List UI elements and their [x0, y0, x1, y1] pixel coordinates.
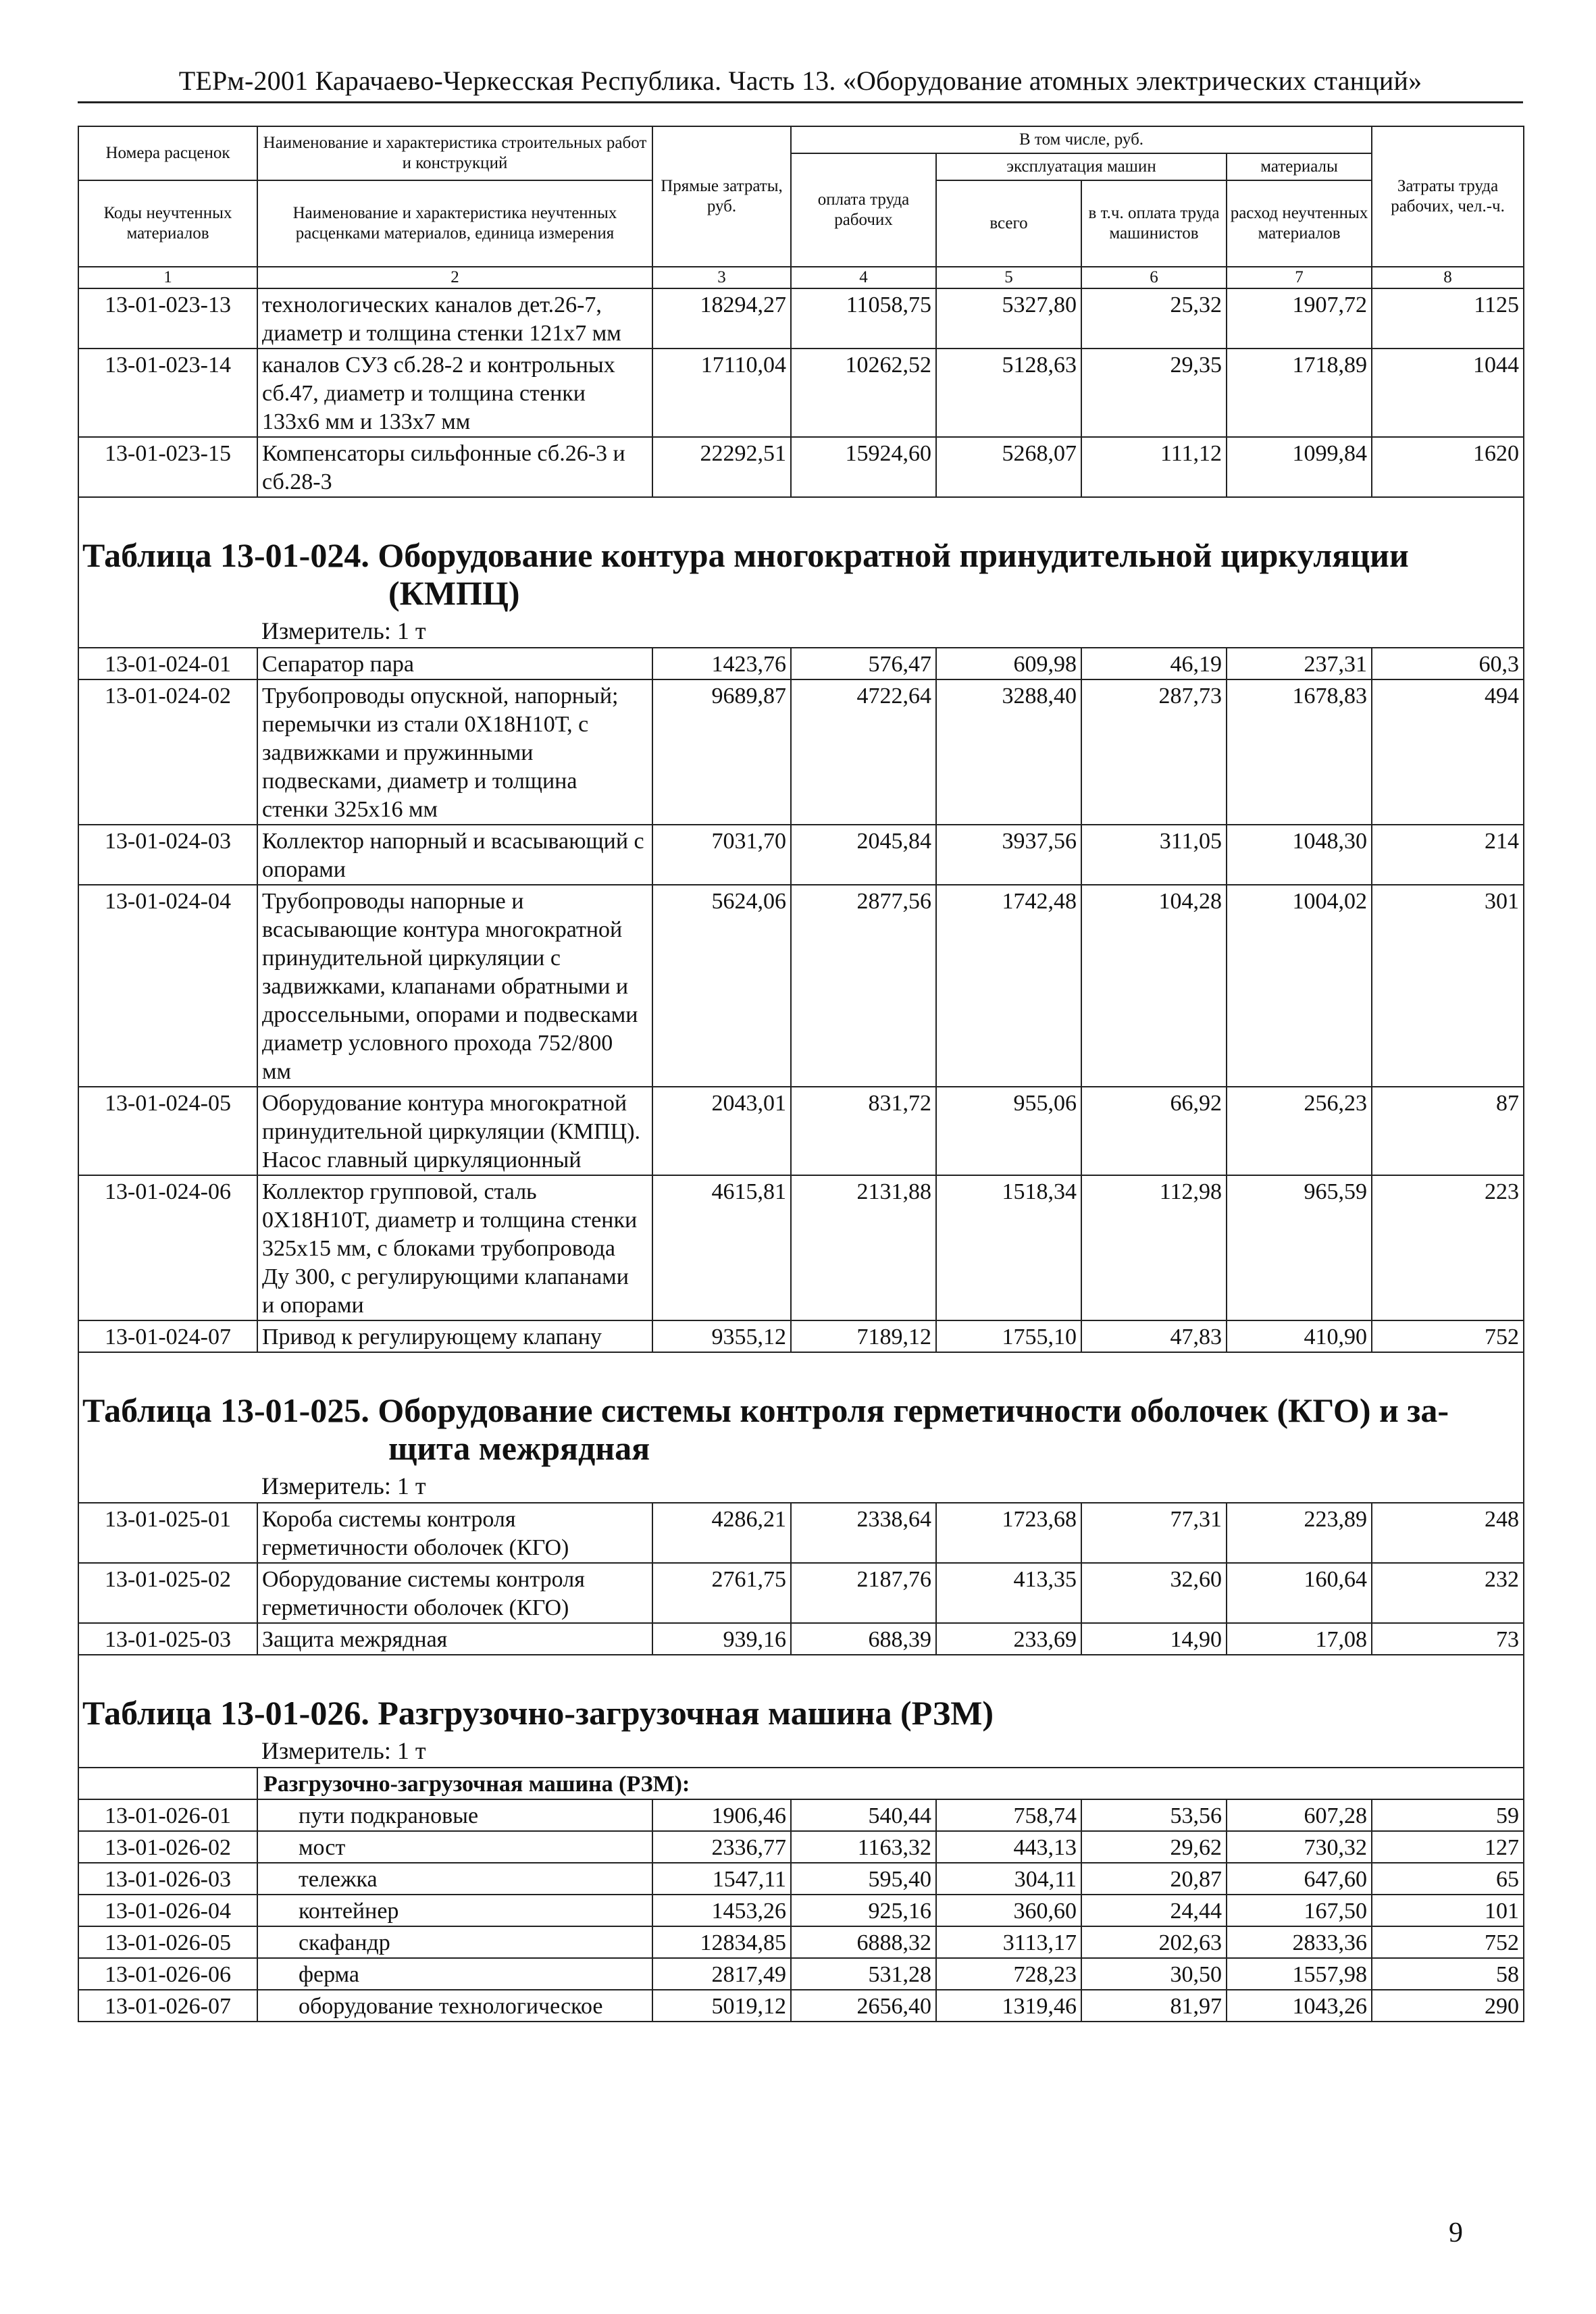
table-title-text: Таблица 13-01-024. Оборудование контура многократной принудительной циркуляции: [82, 536, 1409, 574]
column-number: 4: [791, 267, 936, 288]
table-title: [79, 536, 1523, 612]
machines-total: 1742,48: [936, 885, 1081, 1087]
rate-code: 13-01-023-15: [78, 437, 257, 497]
machines-total: 955,06: [936, 1087, 1081, 1175]
rate-code: 13-01-025-03: [78, 1623, 257, 1655]
table-title: [79, 1391, 1523, 1467]
group-code-cell: [78, 1768, 257, 1799]
table-caption-row: [78, 1694, 1524, 1768]
direct-cost: 18294,27: [652, 288, 791, 349]
workers-wages: 7189,12: [791, 1320, 936, 1352]
header-rule: [78, 101, 1523, 103]
workers-wages: 576,47: [791, 648, 936, 679]
machines-total: 304,11: [936, 1863, 1081, 1895]
materials-cost: 1048,30: [1227, 825, 1372, 885]
machinists-wages: 287,73: [1081, 679, 1227, 825]
machinists-wages: 29,62: [1081, 1831, 1227, 1863]
table-row: [78, 1503, 1524, 1563]
rate-code: 13-01-024-04: [78, 885, 257, 1087]
direct-cost: 17110,04: [652, 349, 791, 437]
machinists-wages: 47,83: [1081, 1320, 1227, 1352]
rate-code: 13-01-024-03: [78, 825, 257, 885]
labor-hours: 752: [1372, 1320, 1524, 1352]
labor-hours: 301: [1372, 885, 1524, 1087]
col-group-header: В том числе, руб.: [791, 126, 1372, 153]
rate-code: 13-01-026-03: [78, 1863, 257, 1895]
rate-name: каналов СУЗ сб.28-2 и контрольных сб.47, диаметр и толщина стенки 133х6 мм и 133х7 мм: [257, 349, 652, 437]
materials-cost: 1718,89: [1227, 349, 1372, 437]
labor-hours: 752: [1372, 1926, 1524, 1958]
rate-name: Компенсаторы сильфонные сб.26-3 и сб.28-3: [257, 437, 652, 497]
rate-name: технологических каналов дет.26-7, диаметр и толщина стенки 121х7 мм: [257, 288, 652, 349]
table-row: [78, 679, 1524, 825]
direct-cost: 4286,21: [652, 1503, 791, 1563]
table-row: [78, 1895, 1524, 1926]
rate-name: Короба системы контроля герметичности оболочек (КГО): [257, 1503, 652, 1563]
workers-wages: 2045,84: [791, 825, 936, 885]
machines-total: 233,69: [936, 1623, 1081, 1655]
column-numbers-row: [78, 267, 1524, 288]
col-wages-header: оплата труда рабочих: [791, 153, 936, 267]
materials-cost: 647,60: [1227, 1863, 1372, 1895]
machines-total: 413,35: [936, 1563, 1081, 1623]
rate-name: Защита межрядная: [257, 1623, 652, 1655]
materials-cost: 2833,36: [1227, 1926, 1372, 1958]
materials-cost: 410,90: [1227, 1320, 1372, 1352]
materials-cost: 17,08: [1227, 1623, 1372, 1655]
labor-hours: 214: [1372, 825, 1524, 885]
rate-name: мост: [257, 1831, 652, 1863]
materials-cost: 1678,83: [1227, 679, 1372, 825]
machines-total: 758,74: [936, 1799, 1081, 1831]
machinists-wages: 29,35: [1081, 349, 1227, 437]
machinists-wages: 81,97: [1081, 1990, 1227, 2022]
materials-cost: 237,31: [1227, 648, 1372, 679]
labor-hours: 87: [1372, 1087, 1524, 1175]
workers-wages: 10262,52: [791, 349, 936, 437]
labor-hours: 65: [1372, 1863, 1524, 1895]
materials-cost: 1099,84: [1227, 437, 1372, 497]
direct-cost: 1453,26: [652, 1895, 791, 1926]
labor-hours: 60,3: [1372, 648, 1524, 679]
direct-cost: 2043,01: [652, 1087, 791, 1175]
measure-unit: Измеритель: 1 т: [261, 617, 426, 644]
column-number: 2: [257, 267, 652, 288]
workers-wages: 2187,76: [791, 1563, 936, 1623]
machinists-wages: 14,90: [1081, 1623, 1227, 1655]
measure-unit: Измеритель: 1 т: [261, 1737, 426, 1764]
rate-name: Оборудование контура многократной принудительной циркуляции (КМПЦ). Насос главный циркуляционный: [257, 1087, 652, 1175]
direct-cost: 22292,51: [652, 437, 791, 497]
workers-wages: 15924,60: [791, 437, 936, 497]
workers-wages: 2131,88: [791, 1175, 936, 1320]
rate-code: 13-01-024-07: [78, 1320, 257, 1352]
table-title-text: Таблица 13-01-025. Оборудование системы контроля герметичности оболочек (КГО) и за-: [82, 1391, 1449, 1429]
col-codes-header: Номера расценок: [78, 126, 257, 180]
workers-wages: 2656,40: [791, 1990, 936, 2022]
table-row: [78, 825, 1524, 885]
materials-cost: 223,89: [1227, 1503, 1372, 1563]
direct-cost: 1906,46: [652, 1799, 791, 1831]
spacer-cell: [78, 1352, 1524, 1391]
materials-cost: 1004,02: [1227, 885, 1372, 1087]
rate-name: ферма: [257, 1958, 652, 1990]
table-spacer: [78, 1655, 1524, 1694]
machinists-wages: 25,32: [1081, 288, 1227, 349]
rate-code: 13-01-026-02: [78, 1831, 257, 1863]
table-row: [78, 1563, 1524, 1623]
caption-cell: [78, 1391, 1524, 1503]
table-row: [78, 1990, 1524, 2022]
direct-cost: 12834,85: [652, 1926, 791, 1958]
labor-hours: 127: [1372, 1831, 1524, 1863]
table-row: [78, 1175, 1524, 1320]
workers-wages: 2338,64: [791, 1503, 936, 1563]
table-row: [78, 1623, 1524, 1655]
workers-wages: 11058,75: [791, 288, 936, 349]
materials-cost: 730,32: [1227, 1831, 1372, 1863]
labor-hours: 494: [1372, 679, 1524, 825]
machines-total: 360,60: [936, 1895, 1081, 1926]
machines-total: 5268,07: [936, 437, 1081, 497]
rate-code: 13-01-023-13: [78, 288, 257, 349]
machines-total: 3113,17: [936, 1926, 1081, 1958]
col-machines-header: эксплуатация машин: [936, 153, 1227, 180]
col-mach-wages-header: в т.ч. оплата труда машинистов: [1081, 180, 1227, 267]
labor-hours: 59: [1372, 1799, 1524, 1831]
machinists-wages: 32,60: [1081, 1563, 1227, 1623]
header-row-1: [78, 126, 1524, 153]
rate-name: скафандр: [257, 1926, 652, 1958]
direct-cost: 939,16: [652, 1623, 791, 1655]
rate-name: Трубопроводы опускной, напорный; перемычки из стали 0Х18Н10Т, с задвижками и пружинными подвесками, диаметр и толщина стенки 325х16 мм: [257, 679, 652, 825]
materials-cost: 1907,72: [1227, 288, 1372, 349]
rate-code: 13-01-026-07: [78, 1990, 257, 2022]
machinists-wages: 46,19: [1081, 648, 1227, 679]
rate-code: 13-01-025-02: [78, 1563, 257, 1623]
col-mat-consumption-header: расход неучтенных материалов: [1227, 180, 1372, 267]
labor-hours: 58: [1372, 1958, 1524, 1990]
page-number: 9: [1449, 2217, 1463, 2248]
direct-cost: 2336,77: [652, 1831, 791, 1863]
materials-cost: 965,59: [1227, 1175, 1372, 1320]
labor-hours: 101: [1372, 1895, 1524, 1926]
table-caption-row: [78, 536, 1524, 648]
materials-cost: 256,23: [1227, 1087, 1372, 1175]
table-row: [78, 1831, 1524, 1863]
direct-cost: 2817,49: [652, 1958, 791, 1990]
rate-name: контейнер: [257, 1895, 652, 1926]
direct-cost: 1423,76: [652, 648, 791, 679]
rate-name: пути подкрановые: [257, 1799, 652, 1831]
table-row: [78, 1087, 1524, 1175]
col-mach-total-header: всего: [936, 180, 1081, 267]
machines-total: 3937,56: [936, 825, 1081, 885]
rate-code: 13-01-026-01: [78, 1799, 257, 1831]
workers-wages: 595,40: [791, 1863, 936, 1895]
direct-cost: 9355,12: [652, 1320, 791, 1352]
workers-wages: 688,39: [791, 1623, 936, 1655]
column-number: 8: [1372, 267, 1524, 288]
labor-hours: 1044: [1372, 349, 1524, 437]
table-spacer: [78, 1352, 1524, 1391]
workers-wages: 540,44: [791, 1799, 936, 1831]
labor-hours: 290: [1372, 1990, 1524, 2022]
materials-cost: 1557,98: [1227, 1958, 1372, 1990]
workers-wages: 1163,32: [791, 1831, 936, 1863]
table-row: [78, 288, 1524, 349]
machines-total: 728,23: [936, 1958, 1081, 1990]
rate-code: 13-01-024-05: [78, 1087, 257, 1175]
rate-name: Сепаратор пара: [257, 648, 652, 679]
machines-total: 3288,40: [936, 679, 1081, 825]
caption-cell: [78, 536, 1524, 648]
rate-code: 13-01-026-06: [78, 1958, 257, 1990]
table-title: [79, 1694, 1523, 1732]
group-label: Разгрузочно-загрузочная машина (РЗМ):: [257, 1768, 1524, 1799]
column-number: 6: [1081, 267, 1227, 288]
caption-cell: [78, 1694, 1524, 1768]
table-row: [78, 437, 1524, 497]
workers-wages: 6888,32: [791, 1926, 936, 1958]
rate-code: 13-01-023-14: [78, 349, 257, 437]
machines-total: 5128,63: [936, 349, 1081, 437]
machinists-wages: 104,28: [1081, 885, 1227, 1087]
direct-cost: 2761,75: [652, 1563, 791, 1623]
rate-code: 13-01-026-05: [78, 1926, 257, 1958]
machines-total: 609,98: [936, 648, 1081, 679]
rate-name: Привод к регулирующему клапану: [257, 1320, 652, 1352]
labor-hours: 73: [1372, 1623, 1524, 1655]
table-row: [78, 1320, 1524, 1352]
labor-hours: 232: [1372, 1563, 1524, 1623]
group-row: [78, 1768, 1524, 1799]
materials-cost: 160,64: [1227, 1563, 1372, 1623]
workers-wages: 2877,56: [791, 885, 936, 1087]
table-row: [78, 885, 1524, 1087]
materials-cost: 607,28: [1227, 1799, 1372, 1831]
column-number: 3: [652, 267, 791, 288]
labor-hours: 248: [1372, 1503, 1524, 1563]
machines-total: 1518,34: [936, 1175, 1081, 1320]
col-matcodes-header: Коды неучтенных материалов: [78, 180, 257, 267]
machines-total: 5327,80: [936, 288, 1081, 349]
rate-code: 13-01-024-01: [78, 648, 257, 679]
direct-cost: 1547,11: [652, 1863, 791, 1895]
rate-code: 13-01-026-04: [78, 1895, 257, 1926]
table-caption-row: [78, 1391, 1524, 1503]
table-row: [78, 1926, 1524, 1958]
machinists-wages: 111,12: [1081, 437, 1227, 497]
materials-cost: 1043,26: [1227, 1990, 1372, 2022]
machines-total: 1319,46: [936, 1990, 1081, 2022]
column-number: 7: [1227, 267, 1372, 288]
machines-total: 1755,10: [936, 1320, 1081, 1352]
workers-wages: 831,72: [791, 1087, 936, 1175]
materials-cost: 167,50: [1227, 1895, 1372, 1926]
table-row: [78, 648, 1524, 679]
table-row: [78, 1958, 1524, 1990]
table-title-continuation: щита межрядная: [388, 1429, 650, 1467]
direct-cost: 5019,12: [652, 1990, 791, 2022]
machinists-wages: 20,87: [1081, 1863, 1227, 1895]
table-title-continuation: (КМПЦ): [388, 574, 520, 612]
rate-code: 13-01-025-01: [78, 1503, 257, 1563]
table-title-text: Таблица 13-01-026. Разгрузочно-загрузочная машина (РЗМ): [82, 1694, 994, 1732]
col-labor-header: Затраты труда рабочих, чел.-ч.: [1372, 126, 1524, 267]
machinists-wages: 53,56: [1081, 1799, 1227, 1831]
machinists-wages: 66,92: [1081, 1087, 1227, 1175]
column-number: 1: [78, 267, 257, 288]
table-row: [78, 1863, 1524, 1895]
table-spacer: [78, 497, 1524, 536]
machinists-wages: 112,98: [1081, 1175, 1227, 1320]
labor-hours: 1125: [1372, 288, 1524, 349]
machinists-wages: 30,50: [1081, 1958, 1227, 1990]
col-matname-header: Наименование и характеристика неучтенных расценками материалов, единица измерения: [257, 180, 652, 267]
machinists-wages: 77,31: [1081, 1503, 1227, 1563]
direct-cost: 4615,81: [652, 1175, 791, 1320]
spacer-cell: [78, 1655, 1524, 1694]
column-number: 5: [936, 267, 1081, 288]
col-materials-header: материалы: [1227, 153, 1372, 180]
workers-wages: 925,16: [791, 1895, 936, 1926]
machines-total: 1723,68: [936, 1503, 1081, 1563]
labor-hours: 1620: [1372, 437, 1524, 497]
machinists-wages: 311,05: [1081, 825, 1227, 885]
rate-code: 13-01-024-02: [78, 679, 257, 825]
spacer-cell: [78, 497, 1524, 536]
page-header: ТЕРм-2001 Карачаево-Черкесская Республика. Часть 13. «Оборудование атомных электрических станций»: [178, 66, 1422, 96]
direct-cost: 7031,70: [652, 825, 791, 885]
rate-name: Коллектор групповой, сталь 0Х18Н10Т, диаметр и толщина стенки 325х15 мм, с блоками трубопровода Ду 300, с регулирующими клапанами и опорами: [257, 1175, 652, 1320]
col-direct-header: Прямые затраты, руб.: [652, 126, 791, 267]
labor-hours: 223: [1372, 1175, 1524, 1320]
table-row: [78, 349, 1524, 437]
machinists-wages: 202,63: [1081, 1926, 1227, 1958]
table-row: [78, 1799, 1524, 1831]
rate-name: Оборудование системы контроля герметичности оболочек (КГО): [257, 1563, 652, 1623]
workers-wages: 531,28: [791, 1958, 936, 1990]
price-table: [78, 126, 1524, 2022]
rate-name: оборудование технологическое: [257, 1990, 652, 2022]
workers-wages: 4722,64: [791, 679, 936, 825]
col-name-header: Наименование и характеристика строительных работ и конструкций: [257, 126, 652, 180]
direct-cost: 5624,06: [652, 885, 791, 1087]
rate-code: 13-01-024-06: [78, 1175, 257, 1320]
measure-unit: Измеритель: 1 т: [261, 1472, 426, 1499]
machinists-wages: 24,44: [1081, 1895, 1227, 1926]
machines-total: 443,13: [936, 1831, 1081, 1863]
rate-name: Коллектор напорный и всасывающий с опорами: [257, 825, 652, 885]
direct-cost: 9689,87: [652, 679, 791, 825]
rate-name: Трубопроводы напорные и всасывающие контура многократной принудительной циркуляции с задвижками, клапанами обратными и дроссельными, опорами и подвесками диаметр условного прохода 752/800 мм: [257, 885, 652, 1087]
rate-name: тележка: [257, 1863, 652, 1895]
